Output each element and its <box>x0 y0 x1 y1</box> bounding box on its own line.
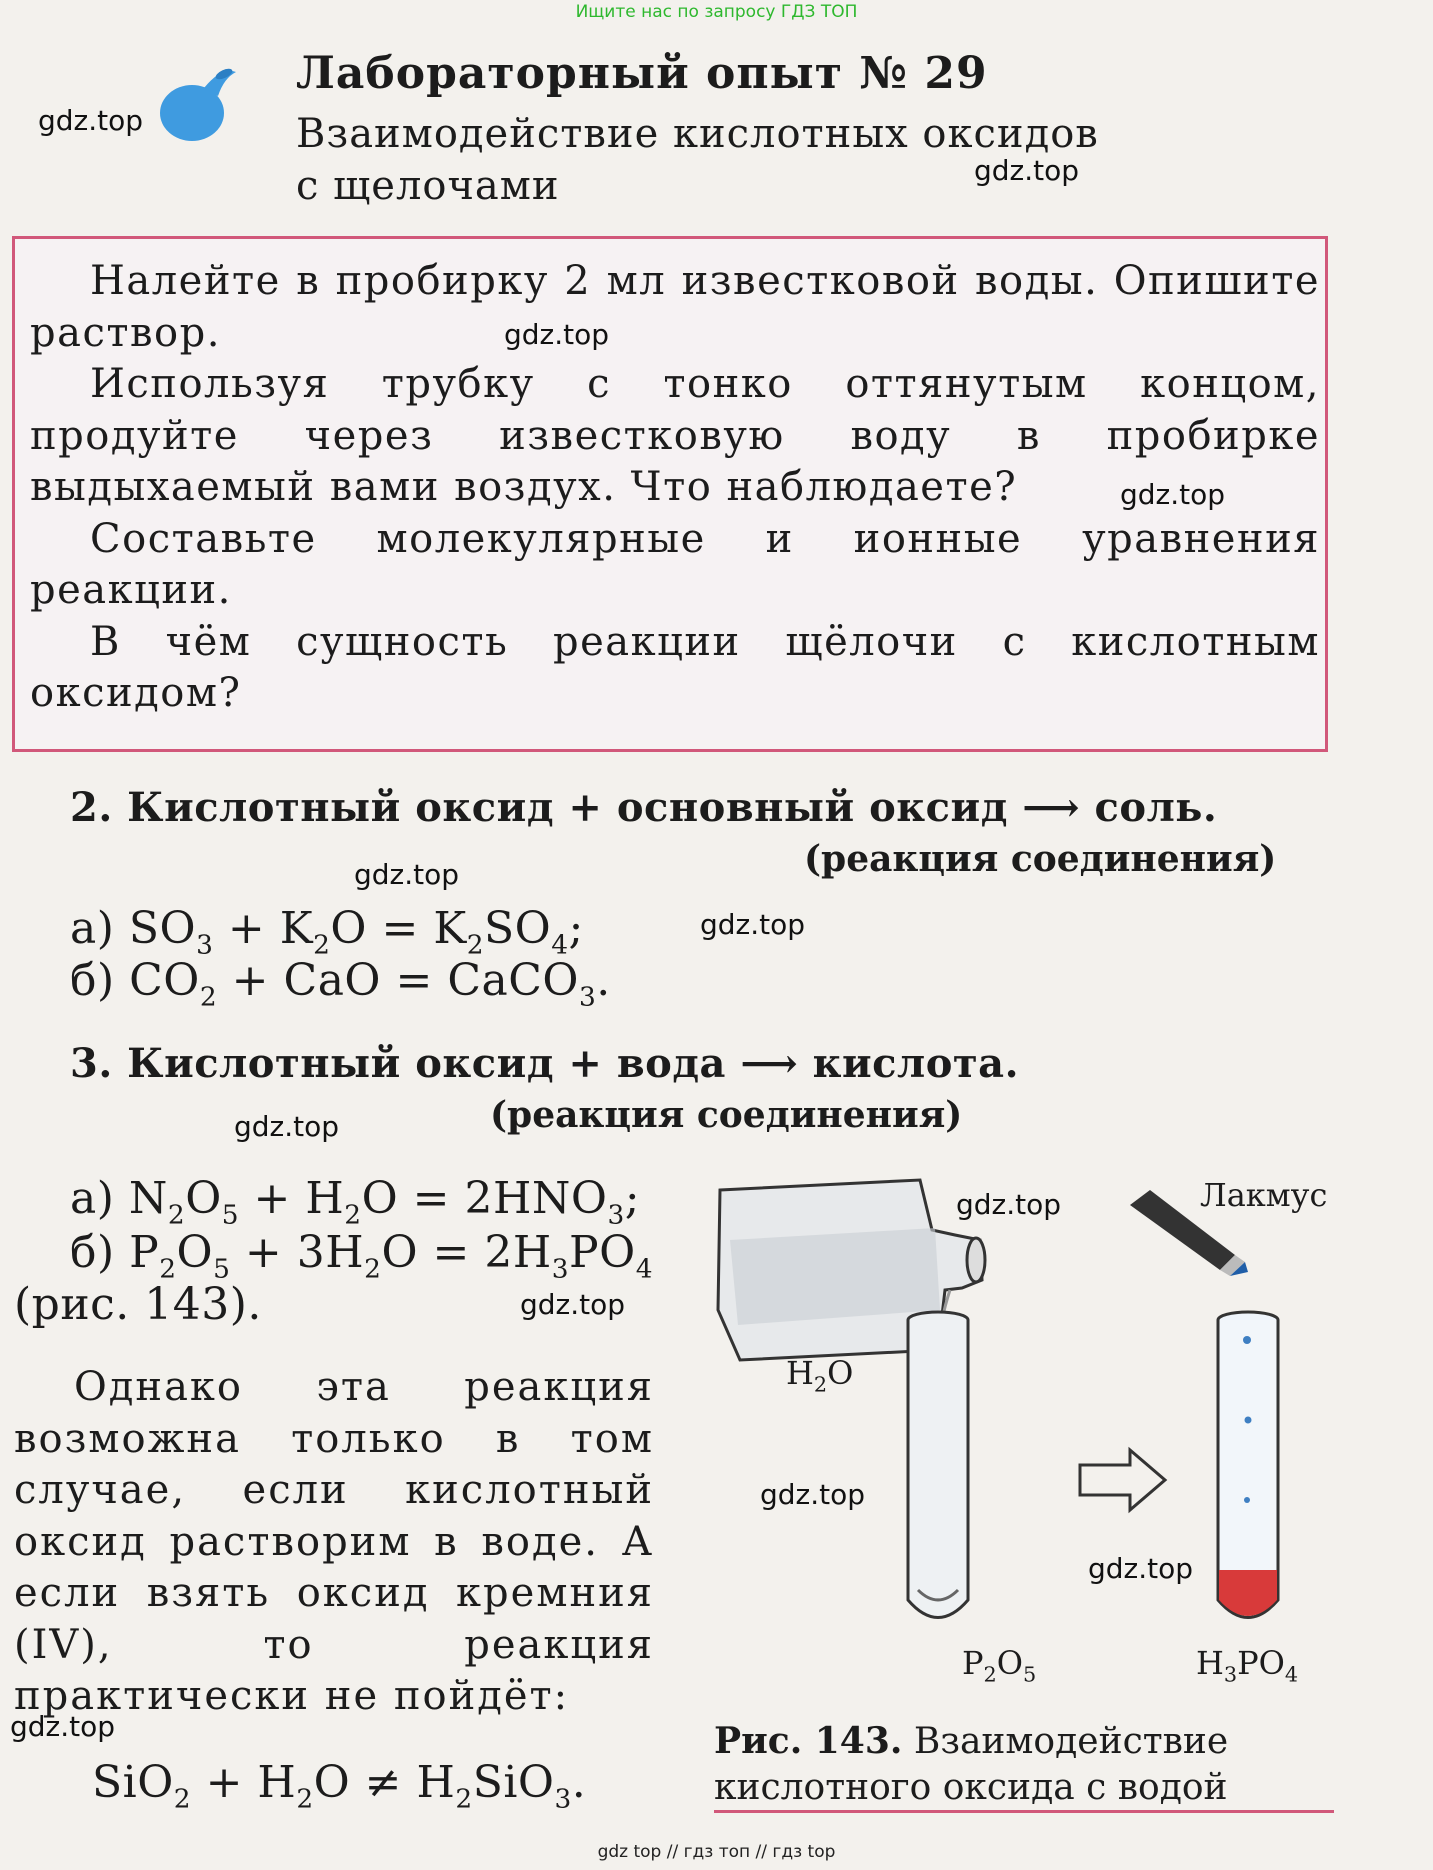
section2-note: (реакция соединения) <box>804 838 1277 880</box>
section2-equation-b: б) $CO_2$ + CaO = CaCO$_3$. <box>70 955 611 1013</box>
section3-equation-a: а) $N_2O_5 + H_2O = 2HNO_3$; <box>70 1173 641 1231</box>
lab-subtitle-line1: Взаимодействие кислотных оксидов <box>296 111 1099 157</box>
reaction-arrow <box>1080 1450 1165 1510</box>
watermark: gdz.top <box>956 1188 1062 1221</box>
task-paragraph: Составьте молекулярные и ионные уравнения реакции. <box>30 515 1320 613</box>
watermark: gdz.top <box>10 1710 116 1743</box>
figure-caption: Рис. 143. Взаимодействие кислотного оксида с водой <box>714 1720 1229 1808</box>
task-paragraph: Налейте в пробирку 2 мл известковой воды. Опишите раствор. <box>30 258 1320 356</box>
watermark: gdz.top <box>234 1110 340 1143</box>
watermark: gdz.top <box>1088 1552 1194 1585</box>
section2-heading: 2. Кислотный оксид + основный оксид ⟶ соль. <box>70 784 1218 831</box>
watermark: gdz.top <box>1120 478 1226 511</box>
watermark: gdz.top <box>974 154 1080 187</box>
figure-reference: (рис. 143). <box>14 1279 262 1330</box>
task-paragraph: Используя трубку с тонко оттянутым концом, продуйте через известковую воду в пробирке выдыхаемый вами воздух. Что наблюдаете? <box>30 361 1320 510</box>
watermark: gdz.top <box>760 1478 866 1511</box>
lab-drop-icon <box>152 58 242 148</box>
p2o5-test-tube <box>908 1312 968 1618</box>
section3-equation-b: б) $P_2O_5 + 3H_2O = 2H_3PO_4$ <box>70 1227 653 1285</box>
body-paragraph: Однако эта реакция возможна только в том случае, если кислотный оксид растворим в воде. А если взять оксид кремния (IV), то реакция практически не пойдёт: <box>14 1364 654 1719</box>
lab-subtitle <box>296 108 1296 212</box>
h3po4-label: $H_3PO_4$ <box>1196 1644 1299 1687</box>
section3-note: (реакция соединения) <box>490 1094 963 1136</box>
watermark: gdz.top <box>504 318 610 351</box>
task-paragraph: В чём сущность реакции щёлочи с кислотным оксидом? <box>30 618 1320 716</box>
watermark: gdz.top <box>38 104 144 137</box>
h3po4-test-tube <box>1218 1312 1278 1618</box>
water-label: $H_2O$ <box>786 1354 854 1397</box>
watermark: gdz.top <box>700 908 806 941</box>
p2o5-label: $P_2O_5$ <box>962 1644 1037 1687</box>
footer-note: gdz top // гдз топ // гдз top <box>597 1842 836 1862</box>
watermark: gdz.top <box>520 1288 626 1321</box>
header-note: Ищите нас по запросу ГДЗ ТОП <box>575 2 858 22</box>
silicon-equation: $SiO_2 + H_2O \ne H_2SiO_3$. <box>92 1757 587 1815</box>
figure-143-illustration <box>700 1160 1340 1687</box>
lab-title: Лабораторный опыт № 29 <box>296 48 988 99</box>
litmus-label: Лакмус <box>1200 1176 1328 1214</box>
lab-subtitle-line2: с щелочами <box>296 163 560 209</box>
section3-heading: 3. Кислотный оксид + вода ⟶ кислота. <box>70 1040 1020 1087</box>
watermark: gdz.top <box>354 858 460 891</box>
caption-rule <box>714 1810 1334 1813</box>
section2-equation-a: а) $SO_3 + K_2O = K_2SO_4$; <box>70 903 584 961</box>
